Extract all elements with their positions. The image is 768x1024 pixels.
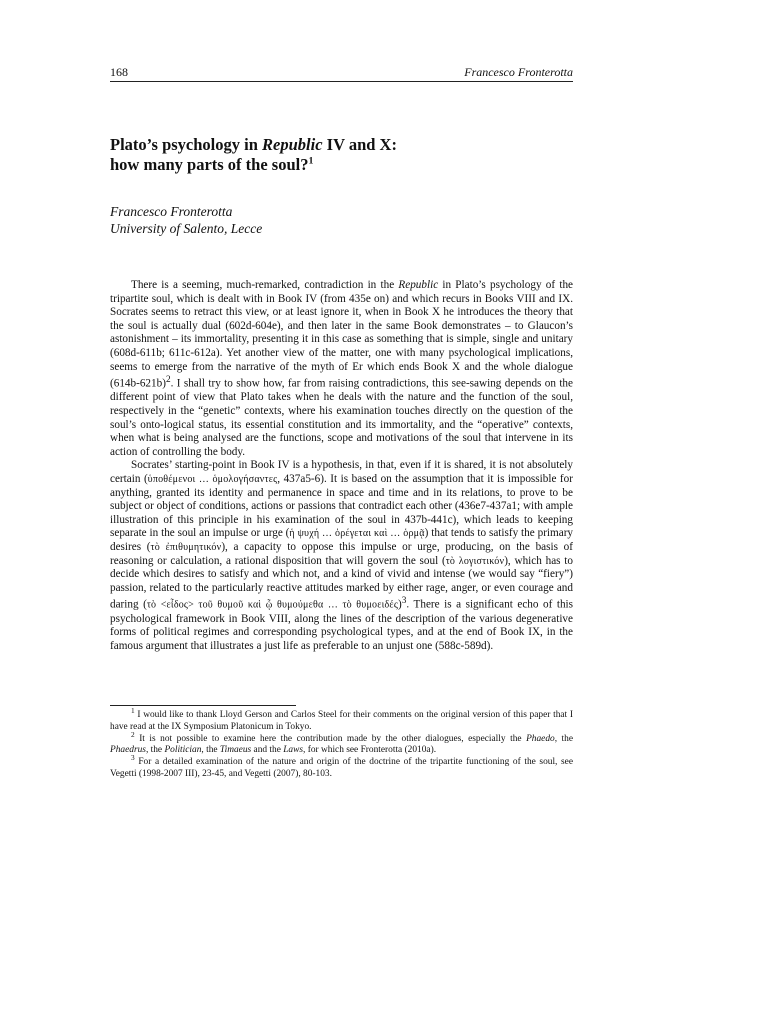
greek-phrase-2: ἡ ψυχή … ὀρέγεται καὶ … ὁρμᾷ: [289, 528, 425, 540]
p2-text-g: . There is a significant echo of this psychological framework in Book VIII, along the lines of the description of the various degenerative forms of political regimes and corresponding psychological types, and at the end of Book IX, in the famous argument that illustrates a just life as preferable to an unjust one (588c-589d).: [110, 599, 574, 652]
p2-text-f: ): [397, 599, 402, 612]
greek-phrase-3: τὸ ἐπιθυμητικόν: [150, 542, 222, 554]
p1-text-c: . I shall try to show how, far from raising contradictions, this see-sawing depends on the different point of view that Plato takes when he deals with the nature and the function of the soul, respectively in the “genetic” contexts, where his examination touches directly on the question of the soul’s onto-logical status, its essential constitution and its immortality, and the “operative” contexts, when what is being analysed are the functions, scope and motivations of the soul that intervene in its action of controlling the body.: [110, 377, 573, 458]
footnote-2-politician: Politician: [164, 745, 202, 756]
footnote-2-text-a: It is not possible to examine here the contribution made by the other dialogues, especially the: [139, 733, 527, 744]
author-name: Francesco Fronterotta: [110, 204, 233, 219]
running-author: Francesco Fronterotta: [464, 65, 573, 79]
p2-text-e: ), which has to decide which desires to satisfy and which not, and a kind of vivid and intense (we would say “fiery”) passion, related to the particularly reactive attitudes marked by either rage, anger, or even courage and daring (: [110, 554, 573, 612]
paragraph-1: [110, 279, 573, 459]
page-number: 168: [110, 65, 128, 79]
p2-text-d: ), a capacity to oppose this impulse or urge, producing, on the basis of reasoning or calculation, a rational disposition that will govern the soul (: [110, 541, 574, 567]
footnote-2-timaeus: Timaeus: [219, 745, 252, 756]
footnote-1-mark: 1: [131, 705, 135, 715]
footnote-2-sep-3: , the: [201, 745, 220, 756]
p1-text-a: There is a seeming, much-remarked, contradiction in the: [131, 279, 399, 291]
p2-text-a: Socrates’ starting-point in Book IV is a hypothesis, in that, even if it is shared, it is not absolutely certain (: [110, 459, 573, 486]
greek-phrase-4: τὸ λογιστικόν: [445, 555, 505, 567]
footnote-3: [110, 753, 574, 781]
article-body: [110, 279, 573, 654]
footnotes: [110, 705, 574, 781]
title-line1-post: IV and X:: [322, 135, 397, 154]
footnote-2-phaedo: Phaedo: [526, 733, 555, 744]
p1-italic-republic: Republic: [398, 279, 439, 291]
article-title: [110, 135, 580, 175]
footnote-2-phaedrus: Phaedrus: [110, 745, 146, 756]
footnote-3-mark: 3: [131, 753, 135, 763]
greek-phrase-5: τὸ <εἶδος> τοῦ θυμοῦ καὶ ᾧ θυμούμεθα … τὸ θυμοειδές: [146, 600, 398, 612]
footnote-2-laws: Laws: [283, 745, 304, 756]
paragraph-2: [110, 459, 573, 653]
title-italic-republic: Republic: [262, 135, 323, 154]
footnote-3-text: For a detailed examination of the nature and origin of the doctrine of the tripartite functioning of the soul, see Vegetti (1998-2007 III), 23-45, and Vegetti (2007), 80-103.: [110, 757, 574, 779]
footnote-ref-3: 3: [401, 596, 407, 607]
p2-text-c: ) that tends to satisfy the primary desires (: [110, 527, 574, 554]
greek-phrase-1: ὑποθέμενοι … ὁμολογήσαντες: [147, 474, 278, 486]
footnote-divider: [110, 705, 296, 706]
title-footnote-mark: 1: [308, 155, 314, 167]
footnote-2: [110, 729, 574, 758]
footnote-ref-2: 2: [165, 375, 171, 386]
footnote-2-sep-2: , the: [145, 745, 165, 756]
title-line2: how many parts of the soul?: [110, 155, 309, 174]
author-affiliation: University of Salento, Lecce: [110, 221, 263, 236]
p2-text-b: , 437a5-6). It is based on the assumption that it is impossible for anything, granted its identity and permanence in space and time and in its relations, to prove to be subject or object of conditions, actions or passions that contradict each other (436e7-437a1; with ample illustration of this principle in his examination of the soul in 437b-441c), which leads to keeping separate in the soul an impulse or urge (: [110, 473, 573, 540]
footnote-2-mark: 2: [131, 729, 135, 739]
title-line1-pre: Plato’s psychology in: [110, 135, 263, 154]
footnote-2-sep-1: , the: [554, 733, 574, 744]
footnote-1: [110, 705, 573, 734]
footnote-2-sep-4: and the: [251, 745, 284, 756]
byline: [110, 203, 510, 237]
running-header: [110, 65, 573, 82]
p1-text-b: in Plato’s psychology of the tripartite soul, which is dealt with in Book IV (from 435e on) and which recurs in Books VIII and IX. Socrates seems to retract this view, or at least ignore it, when in Book X he introduces the theory that the soul is actually dual (602d-604e), and then later in the same Book demonstrates – to Glaucon’s astonishment – its immortality, presenting it in this case as something that is simple, single and unitary (608d-611b; 611c-612a). Yet another view of the matter, one with many psychological implications, seems to emerge from the narrative of the myth of Er which ends Book X and the whole dialogue (614b-621b): [110, 279, 573, 390]
footnote-1-text: I would like to thank Lloyd Gerson and Carlos Steel for their comments on the original version of this paper that I have read at the IX Symposium Platonicum in Tokyo.: [110, 710, 573, 732]
footnote-2-text-b: , for which see Fronterotta (2010a).: [303, 745, 437, 756]
